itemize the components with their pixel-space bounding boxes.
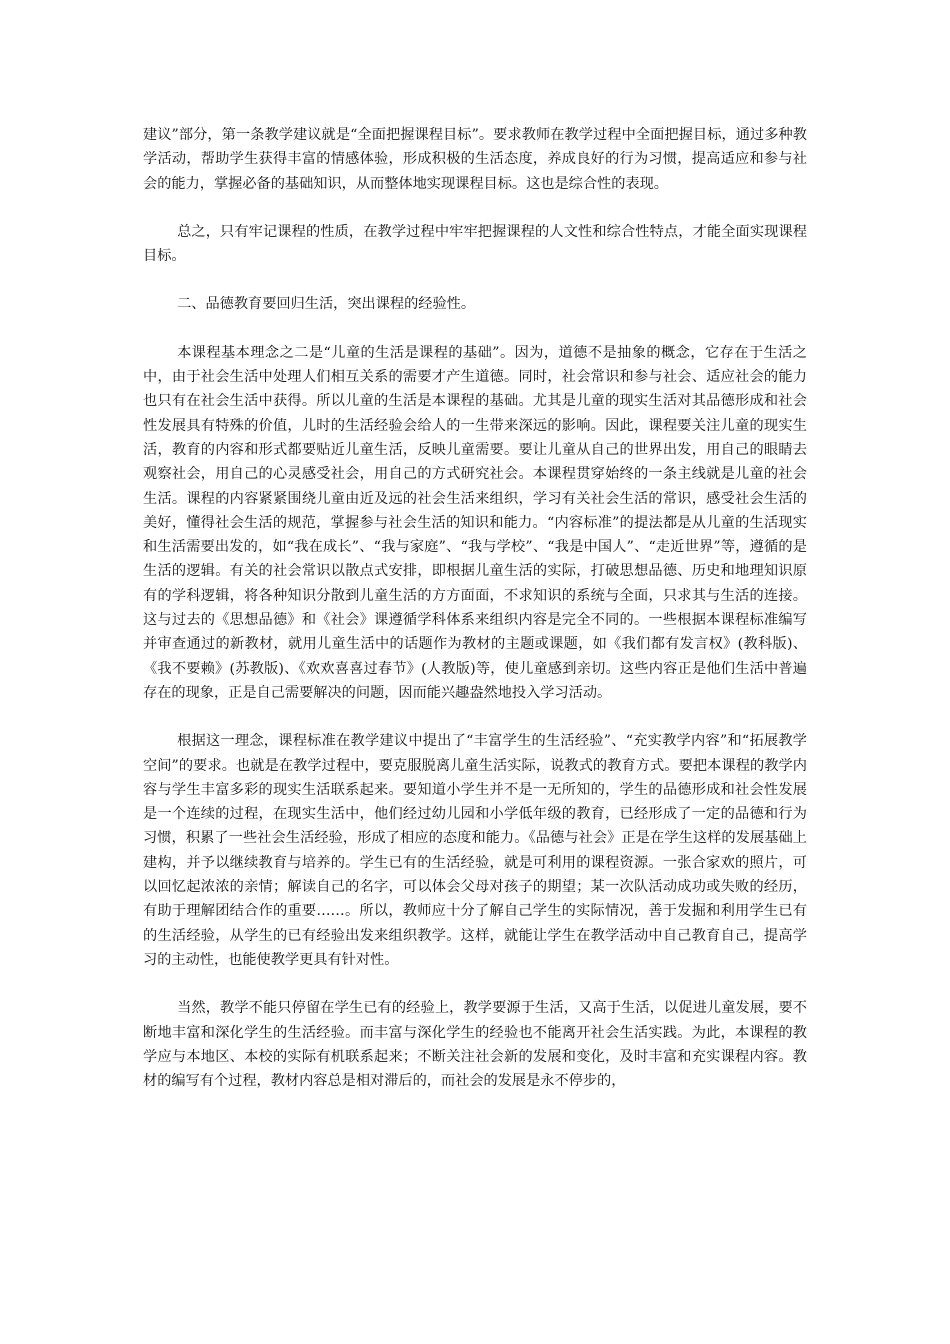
paragraph-1: 建议”部分，第一条教学建议就是“全面把握课程目标”。要求教师在教学过程中全面把握目标，通过多种教学活动，帮助学生获得丰富的情感体验，形成积极的生活态度，养成良好的行为习惯，提高适应和参与社会的能力，掌握必备的基础知识，从而整体地实现课程目标。这也是综合性的表现。 — [143, 127, 807, 192]
paragraph-3: 本课程基本理念之二是“儿童的生活是课程的基础”。因为，道德不是抽象的概念，它存在于生活之中，由于社会生活中处理人们相互关系的需要才产生道德。同时，社会常识和参与社会、适应社会的能力也只有在社会生活中获得。所以儿童的生活是本课程的基础。尤其是儿童的现实生活对其品德形成和社会性发展具有特殊的价值，儿时的生活经验会给人的一生带来深远的影响。因此，课程要关注儿童的现实生活，教育的内容和形式都要贴近儿童生活，反映儿童需要。要让儿童从自己的世界出发，用自己的眼睛去观察社会，用自己的心灵感受社会，用自己的方式研究社会。本课程贯穿始终的一条主线就是儿童的社会生活。课程的内容紧紧围绕儿童由近及远的社会生活来组织，学习有关社会生活的常识，感受社会生活的美好，懂得社会生活的规范，掌握参与社会生活的知识和能力。“内容标准”的提法都是从儿童的生活现实和生活需要出发的，如“我在成长”、“我与家庭”、“我与学校”、“我是中国人”、“走近世界”等，遵循的是生活的逻辑。有关的社会常识以散点式安排，即根据儿童生活的实际，打破思想品德、历史和地理知识原有的学科逻辑，将各种知识分散到儿童生活的方方面面，不求知识的系统与全面，只求其与生活的连接。这与过去的《思想品德》和《社会》课遵循学科体系来组织内容是完全不同的。一些根据本课程标准编写并审查通过的新教材，就用儿童生活中的话题作为教材的主题或课题，如《我们都有发言权》(教科版)、《我不要赖》(苏教版)、《欢欢喜喜过春节》(人教版)等，使儿童感到亲切。这些内容正是他们生活中普遍存在的现象，正是自己需要解决的问题，因而能兴趣盎然地投入学习活动。 — [143, 344, 807, 701]
paragraph-2: 总之，只有牢记课程的性质，在教学过程中牢牢把握课程的人文性和综合性特点，才能全面实现课程目标。 — [143, 223, 807, 265]
paragraph-4: 根据这一理念，课程标准在教学建议中提出了“丰富学生的生活经验”、“充实教学内容”和“拓展教学空间”的要求。也就是在教学过程中，要克服脱离儿童生活实际，说教式的教育方式。要把本课程的教学内容与学生丰富多彩的现实生活联系起来。要知道小学生并不是一无所知的，学生的品德形成和社会性发展是一个连续的过程，在现实生活中，他们经过幼儿园和小学低年级的教育，已经形成了一定的品德和行为习惯，积累了一些社会生活经验，形成了相应的态度和能力。《品德与社会》正是在学生这样的发展基础上建构，并予以继续教育与培养的。学生已有的生活经验，就是可利用的课程资源。一张合家欢的照片，可以回忆起浓浓的亲情；解读自己的名字，可以体会父母对孩子的期望；某一次队活动成功或失败的经历，有助于理解团结合作的重要……。所以，教师应十分了解自己学生的实际情况，善于发掘和利用学生已有的生活经验，从学生的已有经验出发来组织教学。这样，就能让学生在教学活动中自己教育自己，提高学习的主动性，也能使教学更具有针对性。 — [143, 733, 807, 968]
section-heading: 二、品德教育要回归生活，突出课程的经验性。 — [177, 296, 476, 313]
document-page — [143, 123, 807, 1117]
paragraph-5: 当然，教学不能只停留在学生已有的经验上，教学要源于生活，又高于生活，以促进儿童发展，要不断地丰富和深化学生的生活经验。而丰富与深化学生的经验也不能离开社会生活实践。为此，本课程的教学应与本地区、本校的实际有机联系起来；不断关注社会新的发展和变化，及时丰富和充实课程内容。教材的编写有个过程，教材内容总是相对滞后的，而社会的发展是永不停步的， — [143, 1000, 807, 1090]
